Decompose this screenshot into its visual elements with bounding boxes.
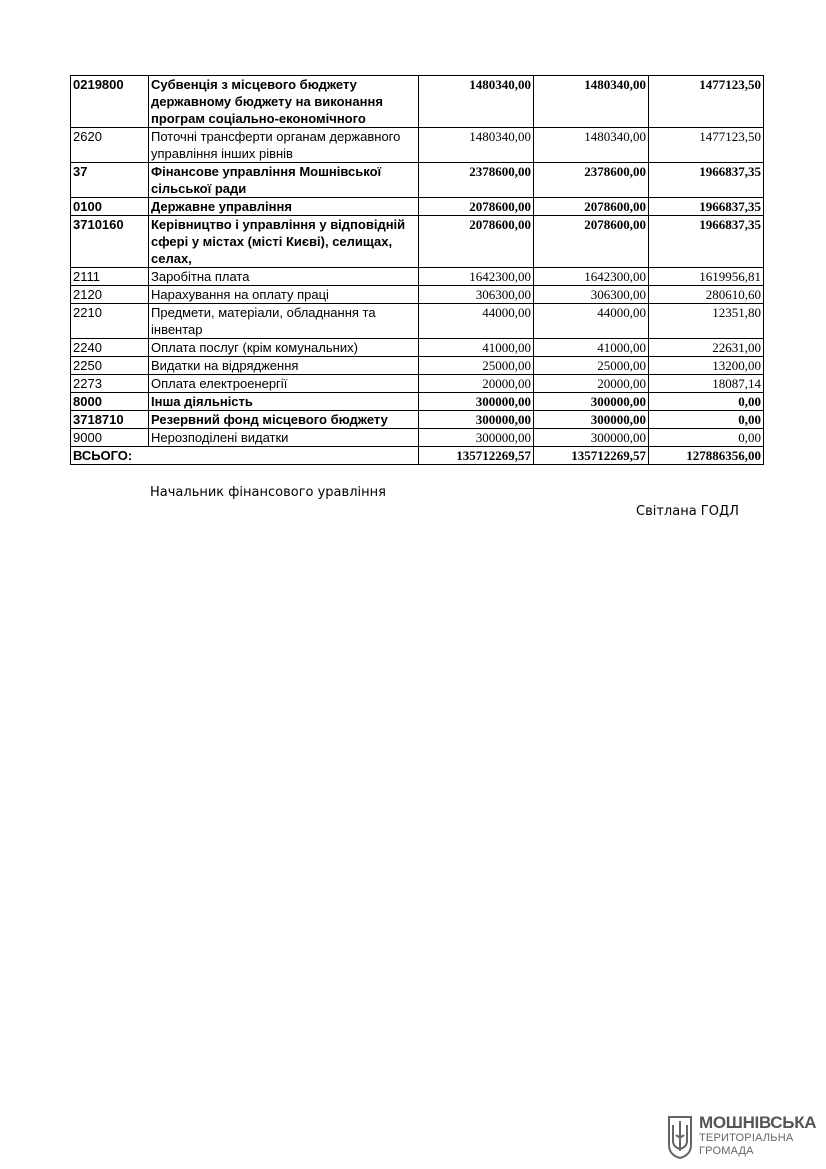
- total-label: ВСЬОГО:: [71, 447, 419, 465]
- row-plan-period: 1480340,00: [534, 76, 649, 128]
- row-executed: 1966837,35: [649, 198, 764, 216]
- row-code: 9000: [71, 429, 149, 447]
- row-executed: 0,00: [649, 393, 764, 411]
- row-code: 2620: [71, 128, 149, 163]
- row-code: 3710160: [71, 216, 149, 268]
- table-row: [71, 429, 764, 447]
- table-row: [71, 128, 764, 163]
- table-row: [71, 286, 764, 304]
- community-logo: [667, 1113, 817, 1161]
- row-plan-period: 300000,00: [534, 411, 649, 429]
- row-executed: 280610,60: [649, 286, 764, 304]
- row-executed: 0,00: [649, 429, 764, 447]
- row-name: Нарахування на оплату праці: [149, 286, 419, 304]
- row-plan-year: 2378600,00: [419, 163, 534, 198]
- row-name: Резервний фонд місцевого бюджету: [149, 411, 419, 429]
- row-plan-year: 2078600,00: [419, 198, 534, 216]
- logo-line-2: ТЕРИТОРІАЛЬНА: [699, 1132, 794, 1144]
- row-name: Інша діяльність: [149, 393, 419, 411]
- table-row: [71, 163, 764, 198]
- row-plan-period: 25000,00: [534, 357, 649, 375]
- row-code: 2120: [71, 286, 149, 304]
- row-executed: 1966837,35: [649, 216, 764, 268]
- row-plan-period: 44000,00: [534, 304, 649, 339]
- row-executed: 18087,14: [649, 375, 764, 393]
- signature-name: Світлана ГОДЛ: [636, 504, 739, 519]
- row-plan-year: 1480340,00: [419, 76, 534, 128]
- row-plan-year: 1480340,00: [419, 128, 534, 163]
- row-code: 2240: [71, 339, 149, 357]
- total-executed: 127886356,00: [649, 447, 764, 465]
- row-name: Державне управління: [149, 198, 419, 216]
- table-row: [71, 375, 764, 393]
- row-plan-year: 20000,00: [419, 375, 534, 393]
- row-plan-year: 2078600,00: [419, 216, 534, 268]
- row-plan-period: 2378600,00: [534, 163, 649, 198]
- table-row: [71, 268, 764, 286]
- row-plan-year: 44000,00: [419, 304, 534, 339]
- row-name: Нерозподілені видатки: [149, 429, 419, 447]
- total-plan-period: 135712269,57: [534, 447, 649, 465]
- row-executed: 1619956,81: [649, 268, 764, 286]
- row-name: Видатки на відрядження: [149, 357, 419, 375]
- row-executed: 12351,80: [649, 304, 764, 339]
- row-plan-year: 300000,00: [419, 411, 534, 429]
- row-executed: 0,00: [649, 411, 764, 429]
- row-plan-period: 41000,00: [534, 339, 649, 357]
- total-plan-year: 135712269,57: [419, 447, 534, 465]
- table-row: [71, 411, 764, 429]
- table-row: [71, 216, 764, 268]
- row-executed: 22631,00: [649, 339, 764, 357]
- row-plan-period: 2078600,00: [534, 198, 649, 216]
- table-row: [71, 198, 764, 216]
- row-code: 37: [71, 163, 149, 198]
- row-plan-year: 300000,00: [419, 393, 534, 411]
- table-row: [71, 393, 764, 411]
- row-name: Керівництво і управління у відповідній сфері у містах (місті Києві), селищах, селах,: [149, 216, 419, 268]
- signature-title: Начальник фінансового уравління: [150, 485, 386, 500]
- row-plan-period: 2078600,00: [534, 216, 649, 268]
- table-row: [71, 304, 764, 339]
- row-name: Заробітна плата: [149, 268, 419, 286]
- row-name: Оплата послуг (крім комунальних): [149, 339, 419, 357]
- row-executed: 13200,00: [649, 357, 764, 375]
- row-plan-period: 20000,00: [534, 375, 649, 393]
- row-plan-year: 25000,00: [419, 357, 534, 375]
- row-plan-year: 300000,00: [419, 429, 534, 447]
- row-plan-period: 306300,00: [534, 286, 649, 304]
- row-executed: 1477123,50: [649, 128, 764, 163]
- row-code: 0219800: [71, 76, 149, 128]
- row-plan-period: 300000,00: [534, 429, 649, 447]
- table-row: [71, 357, 764, 375]
- row-code: 2273: [71, 375, 149, 393]
- logo-line-1: МОШНІВСЬКА: [699, 1113, 817, 1132]
- row-name: Предмети, матеріали, обладнання та інвентар: [149, 304, 419, 339]
- row-name: Субвенція з місцевого бюджету державному бюджету на виконання програм соціально-економічного: [149, 76, 419, 128]
- total-row: [71, 447, 764, 465]
- row-code: 2210: [71, 304, 149, 339]
- table-row: [71, 339, 764, 357]
- row-name: Фінансове управління Мошнівської сільської ради: [149, 163, 419, 198]
- row-executed: 1477123,50: [649, 76, 764, 128]
- row-code: 8000: [71, 393, 149, 411]
- row-name: Оплата електроенергії: [149, 375, 419, 393]
- row-plan-year: 1642300,00: [419, 268, 534, 286]
- row-plan-year: 41000,00: [419, 339, 534, 357]
- row-plan-period: 1642300,00: [534, 268, 649, 286]
- row-name: Поточні трансферти органам державного управління інших рівнів: [149, 128, 419, 163]
- row-code: 2250: [71, 357, 149, 375]
- row-code: 3718710: [71, 411, 149, 429]
- trident-icon: [667, 1115, 693, 1159]
- logo-line-3: ГРОМАДА: [699, 1145, 754, 1157]
- row-plan-period: 1480340,00: [534, 128, 649, 163]
- row-plan-period: 300000,00: [534, 393, 649, 411]
- budget-table: [70, 75, 764, 465]
- row-code: 2111: [71, 268, 149, 286]
- row-code: 0100: [71, 198, 149, 216]
- row-executed: 1966837,35: [649, 163, 764, 198]
- row-plan-year: 306300,00: [419, 286, 534, 304]
- table-row: [71, 76, 764, 128]
- budget-sheet: [70, 75, 761, 465]
